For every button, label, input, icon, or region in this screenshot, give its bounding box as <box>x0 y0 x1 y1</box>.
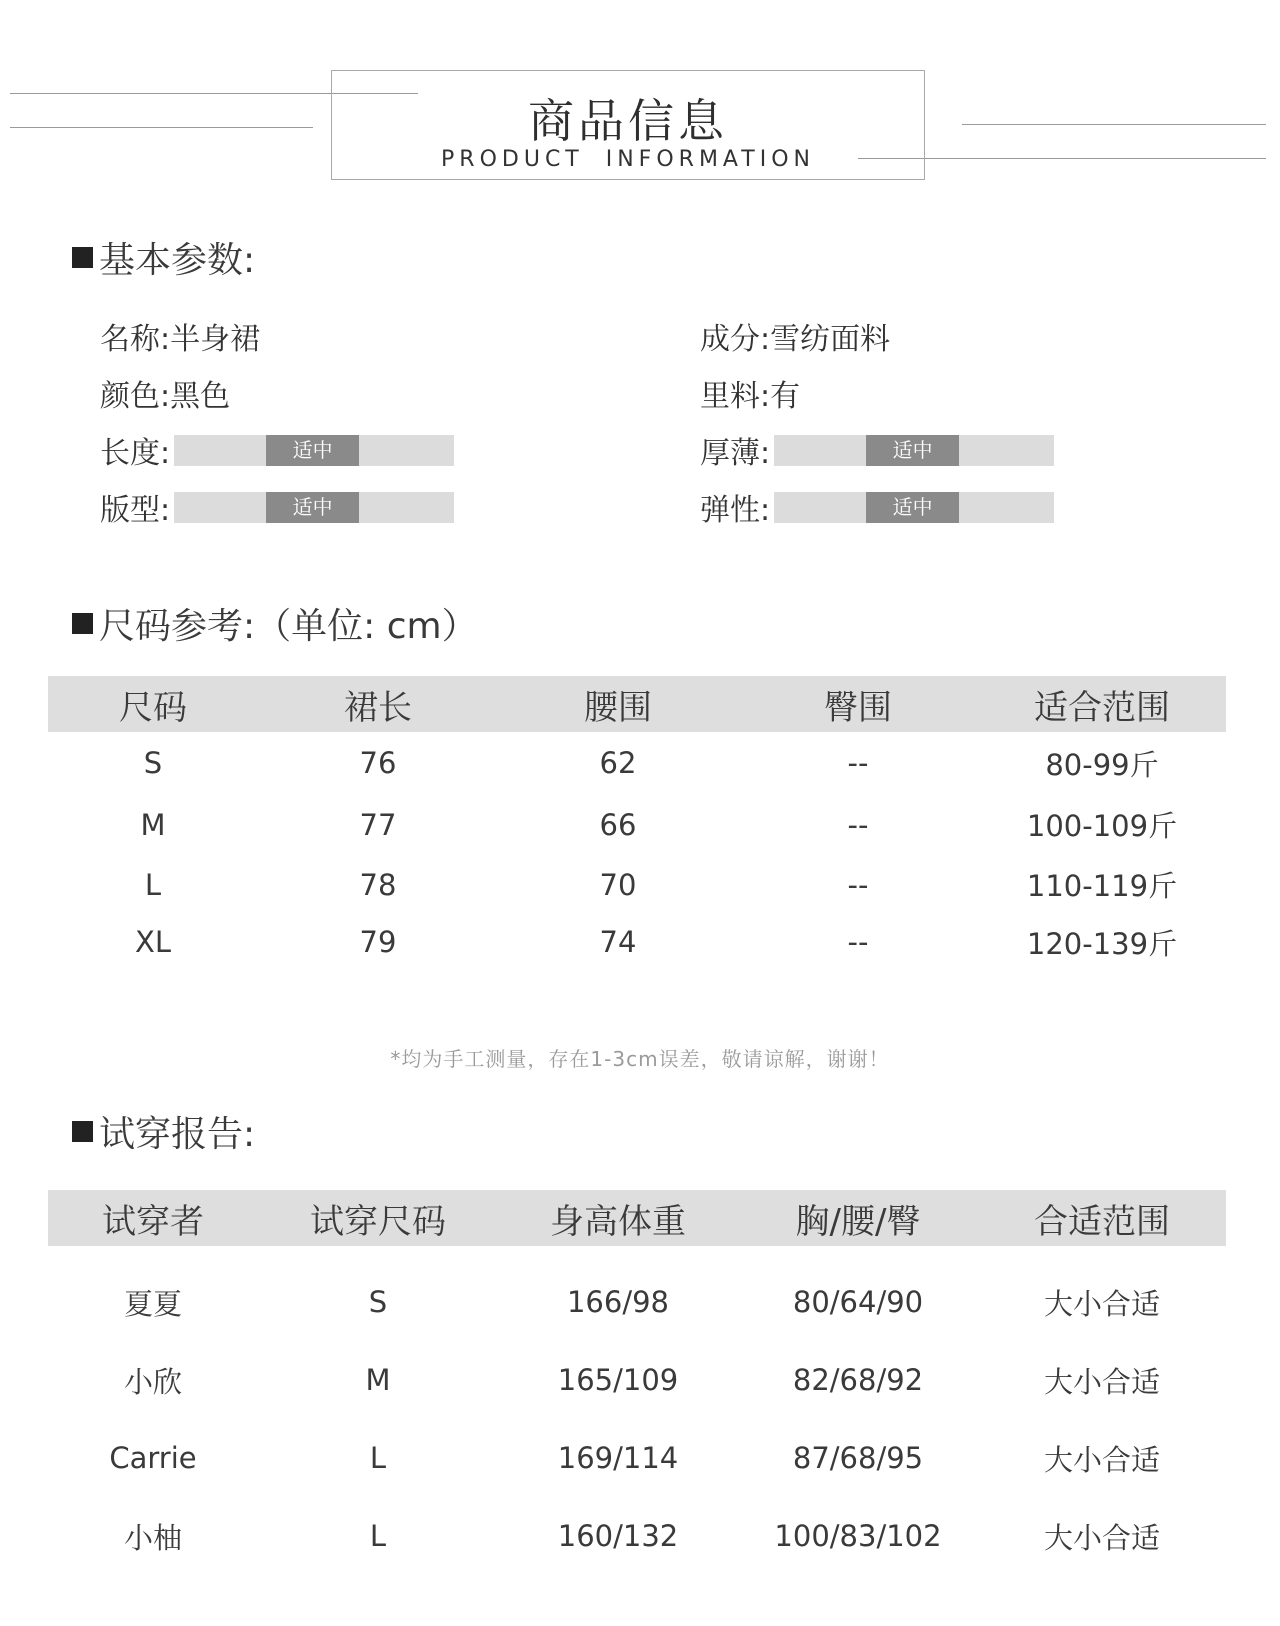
scale-marker: 适中 <box>866 492 959 523</box>
table-cell: 110-119斤 <box>1026 869 1178 903</box>
table-cell: 79 <box>359 925 397 959</box>
table-cell: 76 <box>359 746 397 780</box>
table-cell: L <box>369 1441 387 1475</box>
column-header: 尺码 <box>119 687 187 728</box>
param-label: 里料: <box>700 379 771 414</box>
page-title: 商品信息 <box>528 94 728 148</box>
table-cell: 80/64/90 <box>792 1285 924 1319</box>
table-cell: 120-139斤 <box>1026 926 1178 961</box>
param-label: 厚薄: <box>700 436 771 471</box>
table-cell: 62 <box>599 746 637 780</box>
table-row <box>48 1419 1226 1497</box>
table-cell: 小柚 <box>123 1520 182 1555</box>
table-cell: 小欣 <box>123 1364 182 1399</box>
table-row <box>48 1341 1226 1419</box>
size-table <box>48 676 1226 970</box>
trial-table <box>48 1190 1226 1575</box>
column-header: 裙长 <box>344 687 412 728</box>
scale-marker: 适中 <box>266 492 359 523</box>
table-row <box>48 914 1226 970</box>
table-cell: XL <box>134 925 172 959</box>
table-cell: 100-109斤 <box>1026 809 1178 843</box>
basic-heading-text: 基本参数: <box>99 240 256 281</box>
table-cell: -- <box>847 867 869 902</box>
param-label: 颜色: <box>100 379 171 414</box>
column-header: 试穿尺码 <box>310 1201 446 1242</box>
table-cell: 77 <box>359 807 397 842</box>
param-label: 弹性: <box>700 493 771 528</box>
table-row <box>48 1263 1226 1341</box>
param-thickness <box>700 432 1054 471</box>
param-label: 长度: <box>100 436 171 471</box>
measurement-note: *均为手工测量，存在1-3cm误差，敬请谅解，谢谢！ <box>390 1047 890 1071</box>
table-cell: -- <box>847 746 869 780</box>
param-name <box>100 318 261 357</box>
table-cell: L <box>369 1519 387 1553</box>
table-cell: S <box>368 1285 388 1319</box>
table-cell: L <box>144 867 162 902</box>
table-cell: 82/68/92 <box>792 1363 924 1397</box>
scale-marker: 适中 <box>866 435 959 466</box>
basic-section-heading <box>72 232 255 283</box>
table-cell: 70 <box>599 867 637 902</box>
table-cell: 夏夏 <box>123 1286 182 1321</box>
column-header: 胸/腰/臀 <box>795 1201 921 1242</box>
trial-heading-text: 试穿报告: <box>99 1114 256 1155</box>
table-row <box>48 855 1226 914</box>
scale-marker: 适中 <box>266 435 359 466</box>
page-subtitle: PRODUCT INFORMATION <box>441 147 815 172</box>
header-rule-right-top <box>962 124 1266 125</box>
column-header: 身高体重 <box>550 1201 686 1242</box>
table-cell: 大小合适 <box>1043 1364 1160 1399</box>
scale-bar <box>774 435 1054 466</box>
size-table-header <box>48 676 1226 732</box>
scale-bar <box>174 492 454 523</box>
column-header: 腰围 <box>584 687 652 728</box>
table-cell: S <box>143 746 163 780</box>
bullet-square-icon <box>72 613 93 634</box>
table-cell: -- <box>847 807 869 842</box>
param-lining <box>700 375 801 414</box>
param-value: 半身裙 <box>170 322 261 357</box>
param-composition <box>700 318 891 357</box>
param-elasticity <box>700 489 1054 528</box>
table-cell: 165/109 <box>557 1363 679 1397</box>
table-row <box>48 1497 1226 1575</box>
table-cell: M <box>365 1363 391 1397</box>
table-row <box>48 794 1226 855</box>
table-cell: 78 <box>359 867 397 902</box>
param-label: 名称: <box>100 322 171 357</box>
table-cell: 大小合适 <box>1043 1520 1160 1555</box>
column-header: 臀围 <box>824 687 892 728</box>
table-cell: 80-99斤 <box>1045 747 1159 782</box>
bullet-square-icon <box>72 1121 93 1142</box>
table-cell: 87/68/95 <box>792 1441 924 1475</box>
param-length <box>100 432 454 471</box>
param-label: 版型: <box>100 493 171 528</box>
trial-section-heading <box>72 1106 255 1157</box>
table-cell: 169/114 <box>557 1441 679 1475</box>
table-cell: 66 <box>599 807 637 842</box>
table-cell: 大小合适 <box>1043 1442 1160 1477</box>
scale-bar <box>774 492 1054 523</box>
table-cell: 74 <box>599 925 637 959</box>
table-cell: 166/98 <box>566 1285 670 1319</box>
trial-table-header <box>48 1190 1226 1246</box>
param-color <box>100 375 231 414</box>
table-cell: 100/83/102 <box>774 1519 942 1553</box>
param-value: 有 <box>770 379 801 414</box>
column-header: 合适范围 <box>1034 1201 1170 1242</box>
bullet-square-icon <box>72 247 93 268</box>
size-section-heading <box>72 598 478 649</box>
table-cell: M <box>140 807 166 842</box>
table-cell: Carrie <box>109 1441 197 1475</box>
param-fit <box>100 489 454 528</box>
column-header: 适合范围 <box>1034 687 1170 728</box>
title-box <box>331 70 925 180</box>
header-rule-left-bottom <box>10 127 313 128</box>
scale-bar <box>174 435 454 466</box>
param-value: 黑色 <box>170 379 231 414</box>
param-label: 成分: <box>700 322 771 357</box>
table-cell: -- <box>847 925 869 959</box>
column-header: 试穿者 <box>102 1201 204 1242</box>
table-cell: 大小合适 <box>1043 1286 1160 1321</box>
param-value: 雪纺面料 <box>770 322 891 357</box>
table-row <box>48 732 1226 794</box>
size-heading-text: 尺码参考:（单位: cm） <box>99 606 478 647</box>
table-cell: 160/132 <box>557 1519 679 1553</box>
